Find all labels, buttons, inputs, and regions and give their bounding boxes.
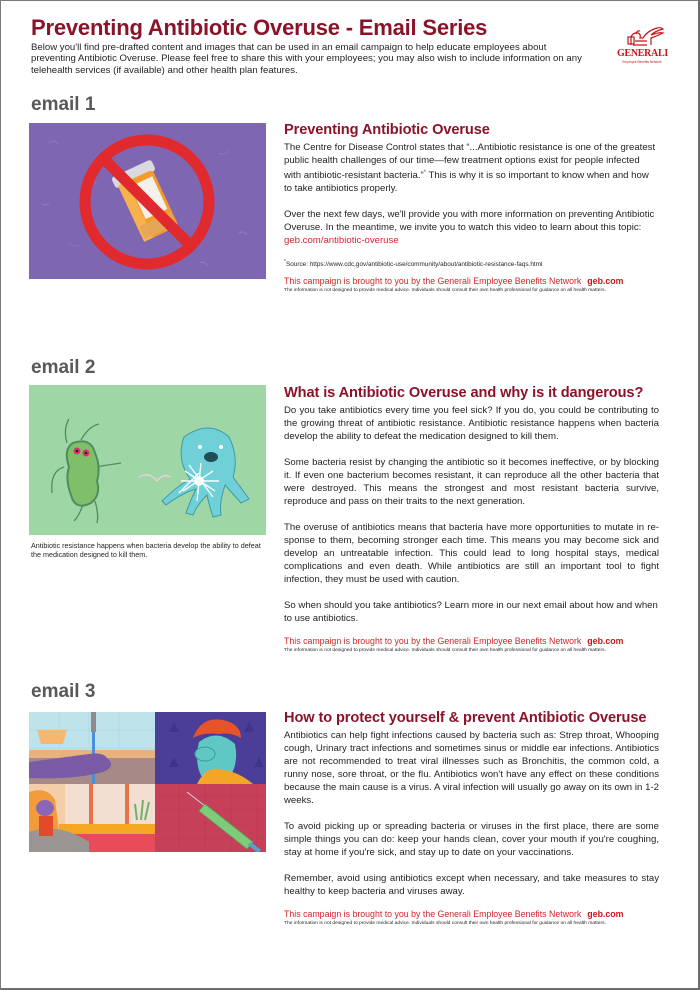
- email-2-paragraph: So when should you take antibiotics? Learn more in our next email about how and when to use antibiotics.: [284, 600, 658, 624]
- email-1-image: [29, 123, 266, 279]
- footnote-marker: *: [423, 170, 427, 176]
- email-2-label: email 2: [31, 357, 96, 378]
- email-3-paragraph: To avoid picking up or spreading bacteria or viruses in the first place, there are some simple things you can do: keep your hands clean, cover your mouth if you're coughing, stay at home if you're sick, and stay up to date on your vaccinations.: [284, 821, 659, 858]
- geb-link[interactable]: geb.com: [587, 909, 624, 919]
- email-1-content: [284, 122, 659, 293]
- email-3-paragraph: Remember, avoid using antibiotics except when necessary, and take measures to stay healthy to keep bacteria and viruses away.: [284, 873, 659, 897]
- email-3-campaign-line: [284, 909, 659, 919]
- video-link[interactable]: geb.com/antibiotic-overuse: [284, 235, 399, 247]
- email-2-image: [29, 385, 266, 535]
- logo-wordmark: GENERALI: [617, 48, 668, 59]
- winged-lion-icon: [617, 25, 667, 49]
- email-1-paragraph-1-end: This is why it is so important to know when and how to take antibiotics properly.: [284, 170, 649, 195]
- email-2-paragraph: Do you take antibiotics every time you feel sick? If you do, you could be contributing to the growing threat of antibiotic resistance. Antibiotic resistance happens when bacteria develop the ability to defeat the medication designed to kill them.: [284, 405, 659, 442]
- prevention-collage-icon: [29, 712, 266, 852]
- email-3-heading: How to protect yourself & prevent Antibiotic Overuse: [284, 710, 647, 726]
- source-marker: *: [284, 259, 286, 266]
- email-3-image: [29, 712, 266, 852]
- email-2-campaign-line: [284, 636, 659, 646]
- email-2-content: [284, 385, 659, 653]
- source-text: Source: https://www.cdc.gov/antibiotic-use/community/about/antibiotic-resistance-faqs.html: [285, 261, 543, 269]
- email-1-heading: Preventing Antibiotic Overuse: [284, 122, 490, 138]
- email-1-label: email 1: [31, 94, 96, 115]
- email-3-label: email 3: [31, 681, 96, 702]
- email-1-disclaimer: The information is not designed to provide medical advice. Individuals should consult their own health professional for guidance on all health matters.: [284, 288, 606, 294]
- email-2-paragraph: Some bacteria resist by changing the antibiotic so it becomes ineffective, or by blocking it. If even one bacterium becomes resistant, it can reproduce all the other bacteria that were destroyed. This means the strongest and most resistant bacteria survive, reproduce and pass on their traits to the next generation.: [284, 457, 659, 507]
- email-3-disclaimer: The information is not designed to provide medical advice. Individuals should consult their own health professional for guidance on all health matters.: [284, 921, 606, 926]
- logo-tagline: Employee Benefits Network: [622, 60, 662, 64]
- email-1-quote: The Centre for Disease Control states that “...Antibiotic resistance is one of the greatest public health challenges of our time—few treatment options exist for people infected with antibiotic-resistant bacteria.”: [284, 142, 656, 182]
- email-2-heading: What is Antibiotic Overuse and why is it dangerous?: [284, 385, 644, 401]
- no-pill-bottle-icon: [29, 123, 266, 279]
- geb-link[interactable]: geb.com: [587, 276, 624, 287]
- page-title: Preventing Antibiotic Overuse - Email Series: [31, 15, 488, 40]
- email-1-campaign-line: [284, 276, 659, 286]
- campaign-text: This campaign is brought to you by the Generali Employee Benefits Network: [284, 909, 582, 919]
- email-2-image-caption: Antibiotic resistance happens when bacteria develop the ability to defeat the medication designed to kill them.: [31, 541, 261, 559]
- generali-logo: [617, 25, 667, 69]
- geb-link[interactable]: geb.com: [587, 636, 624, 646]
- source-footnote: [284, 259, 659, 268]
- email-2-disclaimer: The information is not designed to provide medical advice. Individuals should consult their own health professional for guidance on all health matters.: [284, 648, 606, 653]
- campaign-text: This campaign is brought to you by the Generali Employee Benefits Network: [284, 276, 582, 287]
- campaign-text: This campaign is brought to you by the Generali Employee Benefits Network: [284, 636, 582, 646]
- bacteria-vs-medicine-icon: [29, 385, 266, 535]
- email-3-content: [284, 710, 659, 926]
- email-2-paragraph: The overuse of antibiotics means that bacteria have more opportunities to mutate in response to them, becoming stronger each time. This means you may become sick and develop an untreatable infection. This could lead to long hospital stays, medical complications and even death. While antibiotics are still an important tool to fight infection, they must be used with caution.: [284, 522, 659, 585]
- email-3-paragraph: Antibiotics can help fight infections caused by bacteria such as: Strep throat, Whooping cough, Urinary tract infections and sometimes sinus or middle ear infections. Antibiotics are not recommended to treat viral illnesses such as Bronchitis, the common cold, a runny nose, sore throat, or the flu. Antibiotics won't have any effect on these conditions because the main cause is a virus. A viral infection will usually go away on its own in 1-2 weeks.: [284, 730, 659, 806]
- email-1-paragraph-1: [284, 141, 659, 195]
- email-1-paragraph-2: [284, 208, 659, 247]
- email-1-paragraph-2-text: Over the next few days, we'll provide you with more information on preventing Antibiotic Overuse. In the meantime, we invite you to watch this video to learn about this topic:: [284, 209, 655, 234]
- intro-text: Below you'll find pre-drafted content and images that can be used in an email campaign to help educate employees about preventing Antibiotic Overuse. Please feel free to share this with your employees; you may also wish to include information on any telehealth services (if available) and other health plan features.: [31, 42, 582, 76]
